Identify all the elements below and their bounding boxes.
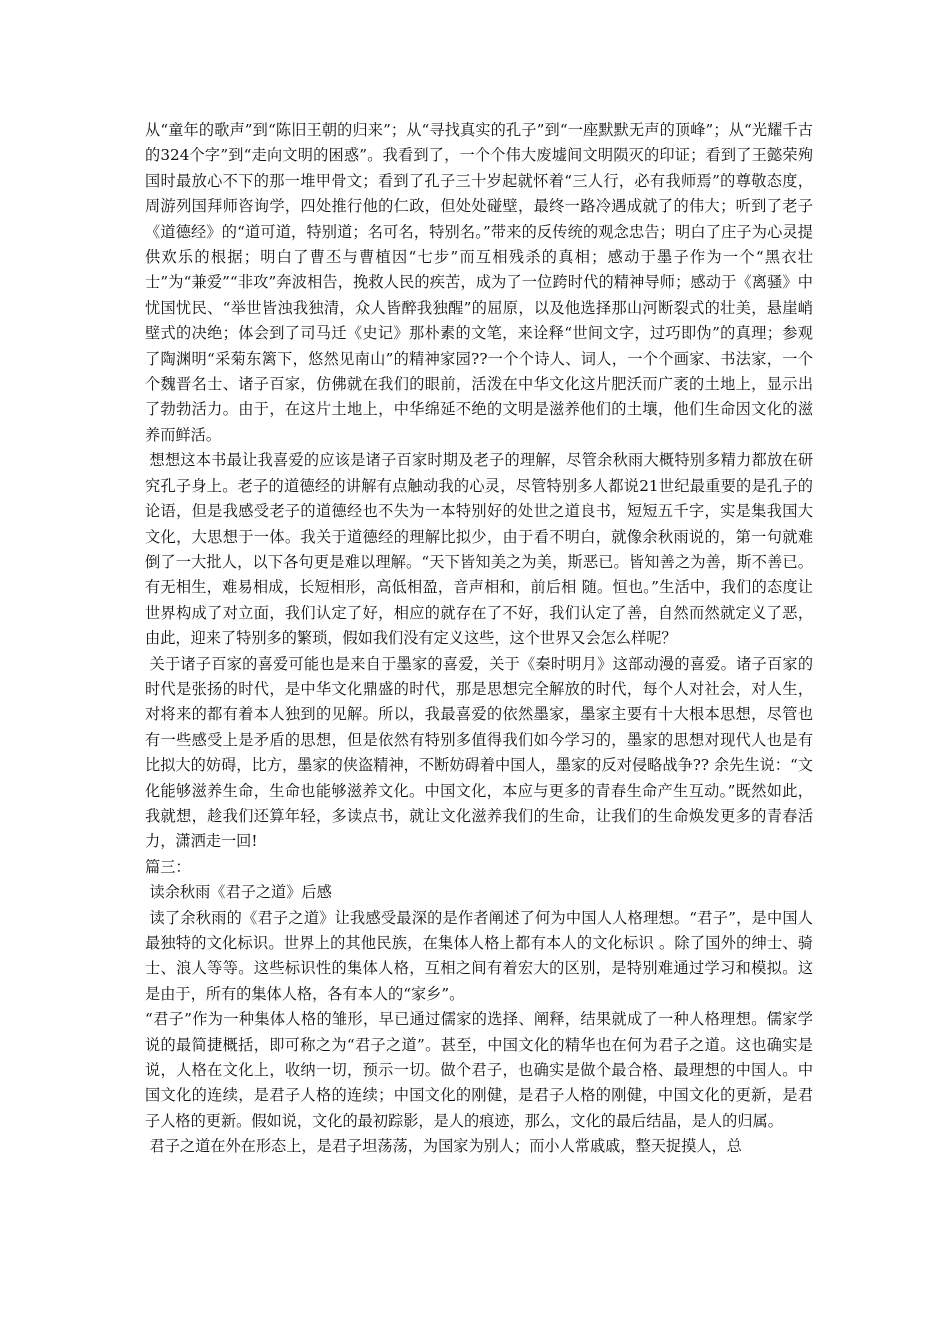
paragraph-junzi-form: 君子之道在外在形态上，是君子坦荡荡，为国家为别人；而小人常戚戚，整天捉摸人，总 [149,1137,742,1156]
document-page [145,118,813,1160]
section-heading: 篇三： [145,857,191,876]
paragraph-mohism: 关于诸子百家的喜爱可能也是来自于墨家的喜爱，关于《秦时明月》这部动漫的喜爱。诸子百家的时代是张扬的时代，是中华文化鼎盛的时代，那是思想完全解放的时代，每个人对社会，对人生，对将来的都有着本人独到的见解。所以，我最喜爱的依然墨家，墨家主要有十大根本思想，尽管也有一些感受上是矛盾的思想，但是依然有特别多值得我们如今学习的，墨家的思想对现代人也是有比拟大的妨碍，比方，墨家的侠盗精神，不断妨碍着中国人，墨家的反对侵略战争?? 余先生说：“文化能够滋养生命，生命也能够滋养文化。中国文化，本应与更多的青春生命产生互动。”既然如此，我就想，趁我们还算年轻，多读点书，就让文化滋养我们的生命，让我们的生命焕发更多的青春活力，潇洒走一回! [145,654,813,851]
paragraph-junzi-ideal: “君子”作为一种集体人格的雏形，早已通过儒家的选择、阐释，结果就成了一种人格理想。儒家学说的最简捷概括，即可称之为“君子之道”。甚至，中国文化的精华也在何为君子之道。这也确实是说，人格在文化上，收纳一切，预示一切。做个君子，也确实是做个最合格、最理想的中国人。中国文化的连续，是君子人格的连续；中国文化的刚健，是君子人格的刚健，中国文化的更新，是君子人格的更新。假如说，文化的最初踪影，是人的痕迹，那么，文化的最后结晶，是人的归属。 [145,1010,813,1130]
article-title: 读余秋雨《君子之道》后感 [149,883,332,902]
paragraph-junzi-intro: 读了余秋雨的《君子之道》让我感受最深的是作者阐述了何为中国人人格理想。“君子”，是中国人最独特的文化标识。世界上的其他民族，在集体人格上都有本人的文化标识 。除了国外的绅士、骑士、浪人等等。这些标识性的集体人格，互相之间有着宏大的区别，是特别难通过学习和模拟。这是由于，所有的集体人格，各有本人的“家乡”。 [145,908,813,1003]
paragraph-laozi: 想想这本书最让我喜爱的应该是诸子百家时期及老子的理解，尽管余秋雨大概特别多精力都放在研究孔子身上。老子的道德经的讲解有点触动我的心灵，尽管特别多人都说21世纪最重要的是孔子的论语，但是我感受老子的道德经也不失为一本特别好的处世之道良书，短短五千字，实是集我国大文化，大思想于一体。我关于道德经的理解比拟少，由于看不明白，就像余秋雨说的，第一句就难倒了一大批人，以下各句更是难以理解。“天下皆知美之为美，斯恶已。皆知善之为善，斯不善已。有无相生，难易相成，长短相形，高低相盈，音声相和，前后相 随。恒也。”生活中，我们的态度让世界构成了对立面，我们认定了好，相应的就存在了不好，我们认定了善，自然而然就定义了恶，由此，迎来了特别多的繁琐，假如我们没有定义这些，这个世界又会怎么样呢？ [145,451,813,648]
paragraph-intro: 从“童年的歌声”到“陈旧王朝的归来”；从“寻找真实的孔子”到“一座默默无声的顶峰”；从“光耀千古的324个字”到“走向文明的困惑”。我看到了，一个个伟大废墟间文明陨灭的印证；看到了王懿荣殉国时最放心不下的那一堆甲骨文；看到了孔子三十岁起就怀着“三人行，必有我师焉”的尊敬态度，周游列国拜师咨询学，四处推行他的仁政，但处处碰壁，最终一路冷遇成就了的伟大；听到了老子《道德经》的“道可道，特别道；名可名，特别名。”带来的反传统的观念忠告；明白了庄子为心灵提供欢乐的根据；明白了曹丕与曹植因“七步”而互相残杀的真相；感动于墨子作为一个“黑衣壮士”为“兼爱”“非攻”奔波相告，挽救人民的疾苦，成为了一位跨时代的精神导师；感动于《离骚》中忧国忧民、“举世皆浊我独清，众人皆醉我独醒”的屈原，以及他选择那山河断裂式的壮美，悬崖峭壁式的决绝；体会到了司马迁《史记》那朴素的文笔，来诠释“世间文字，过巧即伪”的真理；参观了陶渊明“采菊东篱下，悠然见南山”的精神家园??一个个诗人、词人，一个个画家、书法家，一个个魏晋名士、诸子百家，仿佛就在我们的眼前，活泼在中华文化这片肥沃而广袤的土地上，显示出了勃勃活力。由于，在这片土地上，中华绵延不绝的文明是滋养他们的土壤，他们生命因文化的滋养而鲜活。 [145,121,813,444]
